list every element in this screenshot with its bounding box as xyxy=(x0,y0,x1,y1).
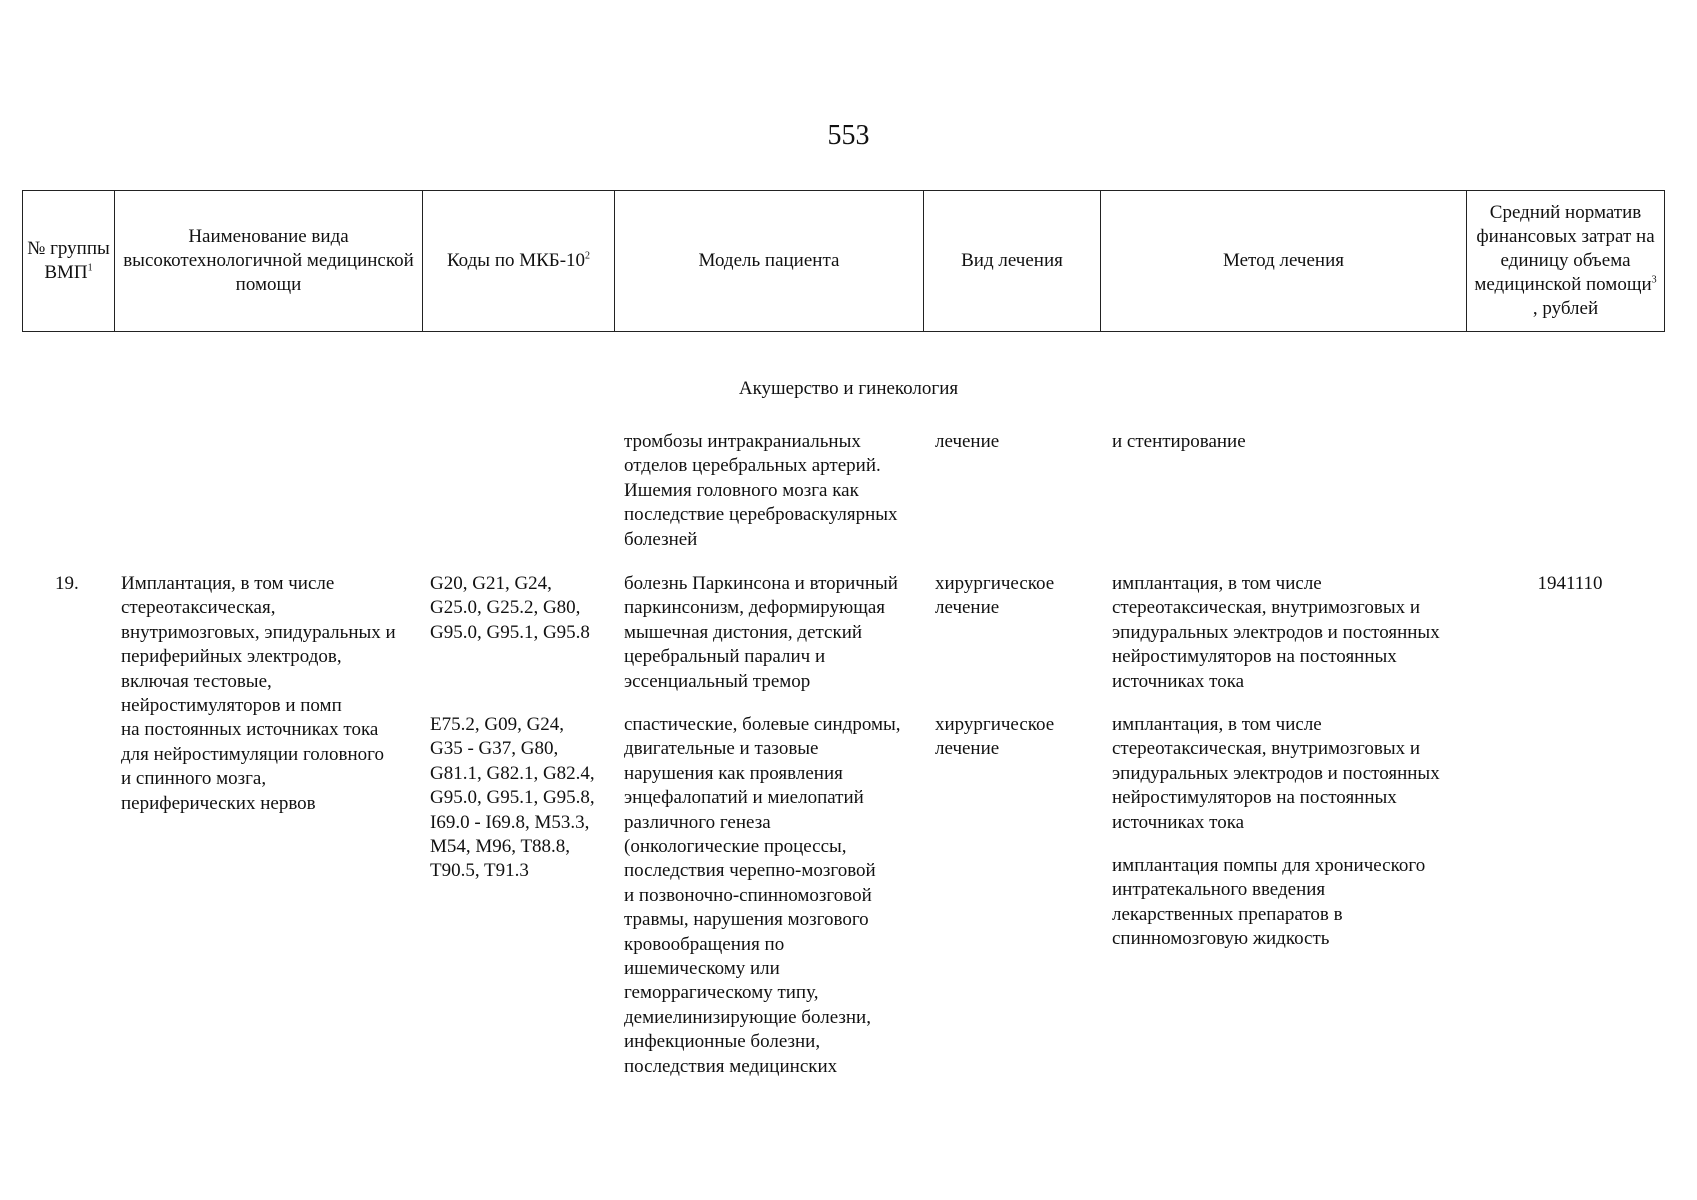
text-line: источниках тока xyxy=(1112,811,1245,833)
text-line: внутримозговых, эпидуральных и xyxy=(121,621,396,643)
header-treatment-type: Вид лечения xyxy=(924,191,1101,332)
text-line: G20, G21, G24, xyxy=(430,573,552,594)
text-line: стереотаксическая, внутримозговых и xyxy=(1112,597,1421,619)
text-line: демиелинизирующие болезни, xyxy=(624,1006,871,1028)
text-line: G25.0, G25.2, G80, xyxy=(430,597,581,619)
treatment-method-2a xyxy=(1112,713,1482,835)
text-line: и спинного мозга, xyxy=(121,768,267,790)
patient-model-1 xyxy=(624,572,929,694)
header-treatment-method: Метод лечения xyxy=(1101,191,1467,332)
text-line: тромбозы интракраниальных xyxy=(624,431,861,452)
text-line: геморрагическому типу, xyxy=(624,982,819,1004)
text-line: травмы, нарушения мозгового xyxy=(624,909,869,931)
text-line: последствие цереброваскулярных xyxy=(624,504,898,526)
text-line: нейростимуляторов на постоянных xyxy=(1112,646,1397,668)
text-line: G95.0, G95.1, G95.8, xyxy=(430,787,595,809)
text-line: нарушения как проявления xyxy=(624,762,843,784)
text-line: различного генеза xyxy=(624,811,771,833)
text-line: E75.2, G09, G24, xyxy=(430,714,565,735)
header-average-cost: Средний норматив финансовых затрат на единицу объема медицинской помощи$^3$ , рублей xyxy=(1467,191,1665,332)
continuation-treatment-type: лечение xyxy=(935,431,1000,452)
text-line: G95.0, G95.1, G95.8 xyxy=(430,621,590,643)
text-line: для нейростимуляции головного xyxy=(121,743,384,765)
text-line: спастические, болевые синдромы, xyxy=(624,714,901,735)
text-line: отделов церебральных артерий. xyxy=(624,455,881,477)
text-line: церебральный паралич и xyxy=(624,646,826,668)
header-icd-codes: Коды по МКБ-$10^2$ xyxy=(423,191,615,332)
text-line: спинномозговую жидкость xyxy=(1112,928,1330,950)
text-line: болезней xyxy=(624,528,698,550)
row-number: 19. xyxy=(55,573,79,594)
text-line: и позвоночно-спинномозговой xyxy=(624,884,872,906)
text-line: последствия медицинских xyxy=(624,1055,838,1077)
text-line: эссенциальный тремор xyxy=(624,670,811,692)
text-line: периферических нервов xyxy=(121,792,316,814)
continuation-patient-model xyxy=(624,430,929,552)
text-line: (онкологические процессы, xyxy=(624,836,847,858)
text-line: M54, M96, T88.8, xyxy=(430,836,571,858)
icd-codes-1 xyxy=(430,572,620,645)
text-line: лекарственных препаратов в xyxy=(1112,903,1343,925)
text-line: имплантация помпы для хронического xyxy=(1112,855,1426,876)
header-group-number: № группы ВМП$^1$ xyxy=(23,191,115,332)
text-line: G35 - G37, G80, xyxy=(430,738,559,760)
text-line: включая тестовые, xyxy=(121,670,272,692)
header-care-type-name: Наименование вида высокотехнологичной медицинской помощи xyxy=(115,191,423,332)
text-line: двигательные и тазовые xyxy=(624,738,819,760)
continuation-method: и стентирование xyxy=(1112,431,1246,452)
text-line: ишемическому или xyxy=(624,958,780,980)
text-line: периферийных электродов, xyxy=(121,646,342,668)
section-title: Акушерство и гинекология xyxy=(738,378,959,399)
text-line: лечение xyxy=(935,597,1000,619)
text-line: кровообращения по xyxy=(624,933,785,955)
text-line: Имплантация, в том числе xyxy=(121,573,335,594)
text-line: стереотаксическая, внутримозговых и xyxy=(1112,738,1421,760)
treatment-type-1 xyxy=(935,572,1105,621)
text-line: энцефалопатий и миелопатий xyxy=(624,787,864,809)
text-line: Ишемия головного мозга как xyxy=(624,479,859,501)
text-line: болезнь Паркинсона и вторичный xyxy=(624,573,898,594)
text-line: источниках тока xyxy=(1112,670,1245,692)
treatment-method-1 xyxy=(1112,572,1482,694)
text-line: интратекального введения xyxy=(1112,879,1326,901)
text-line: стереотаксическая, xyxy=(121,597,276,619)
icd-codes-2 xyxy=(430,713,620,884)
patient-model-2 xyxy=(624,713,929,1079)
care-type-name xyxy=(121,572,421,816)
text-line: G81.1, G82.1, G82.4, xyxy=(430,762,595,784)
text-line: I69.0 - I69.8, M53.3, xyxy=(430,811,590,833)
treatment-method-2b xyxy=(1112,854,1482,952)
text-line: эпидуральных электродов и постоянных xyxy=(1112,762,1440,784)
text-line: T90.5, T91.3 xyxy=(430,860,529,882)
average-cost: 1941110 xyxy=(1537,573,1603,594)
text-line: хирургическое xyxy=(935,573,1055,594)
text-line: имплантация, в том числе xyxy=(1112,714,1322,735)
page-number: 553 xyxy=(827,120,870,151)
table-header xyxy=(22,190,1665,332)
treatment-type-2 xyxy=(935,713,1105,762)
text-line: паркинсонизм, деформирующая xyxy=(624,597,885,619)
text-line: нейростимуляторов на постоянных xyxy=(1112,787,1397,809)
text-line: лечение xyxy=(935,738,1000,760)
text-line: инфекционные болезни, xyxy=(624,1031,821,1053)
text-line: последствия черепно-мозговой xyxy=(624,860,876,882)
text-line: на постоянных источниках тока xyxy=(121,719,379,741)
text-line: мышечная дистония, детский xyxy=(624,621,863,643)
header-patient-model: Модель пациента xyxy=(615,191,924,332)
text-line: эпидуральных электродов и постоянных xyxy=(1112,621,1440,643)
text-line: нейростимуляторов и помп xyxy=(121,695,342,717)
text-line: хирургическое xyxy=(935,714,1055,735)
text-line: имплантация, в том числе xyxy=(1112,573,1322,594)
